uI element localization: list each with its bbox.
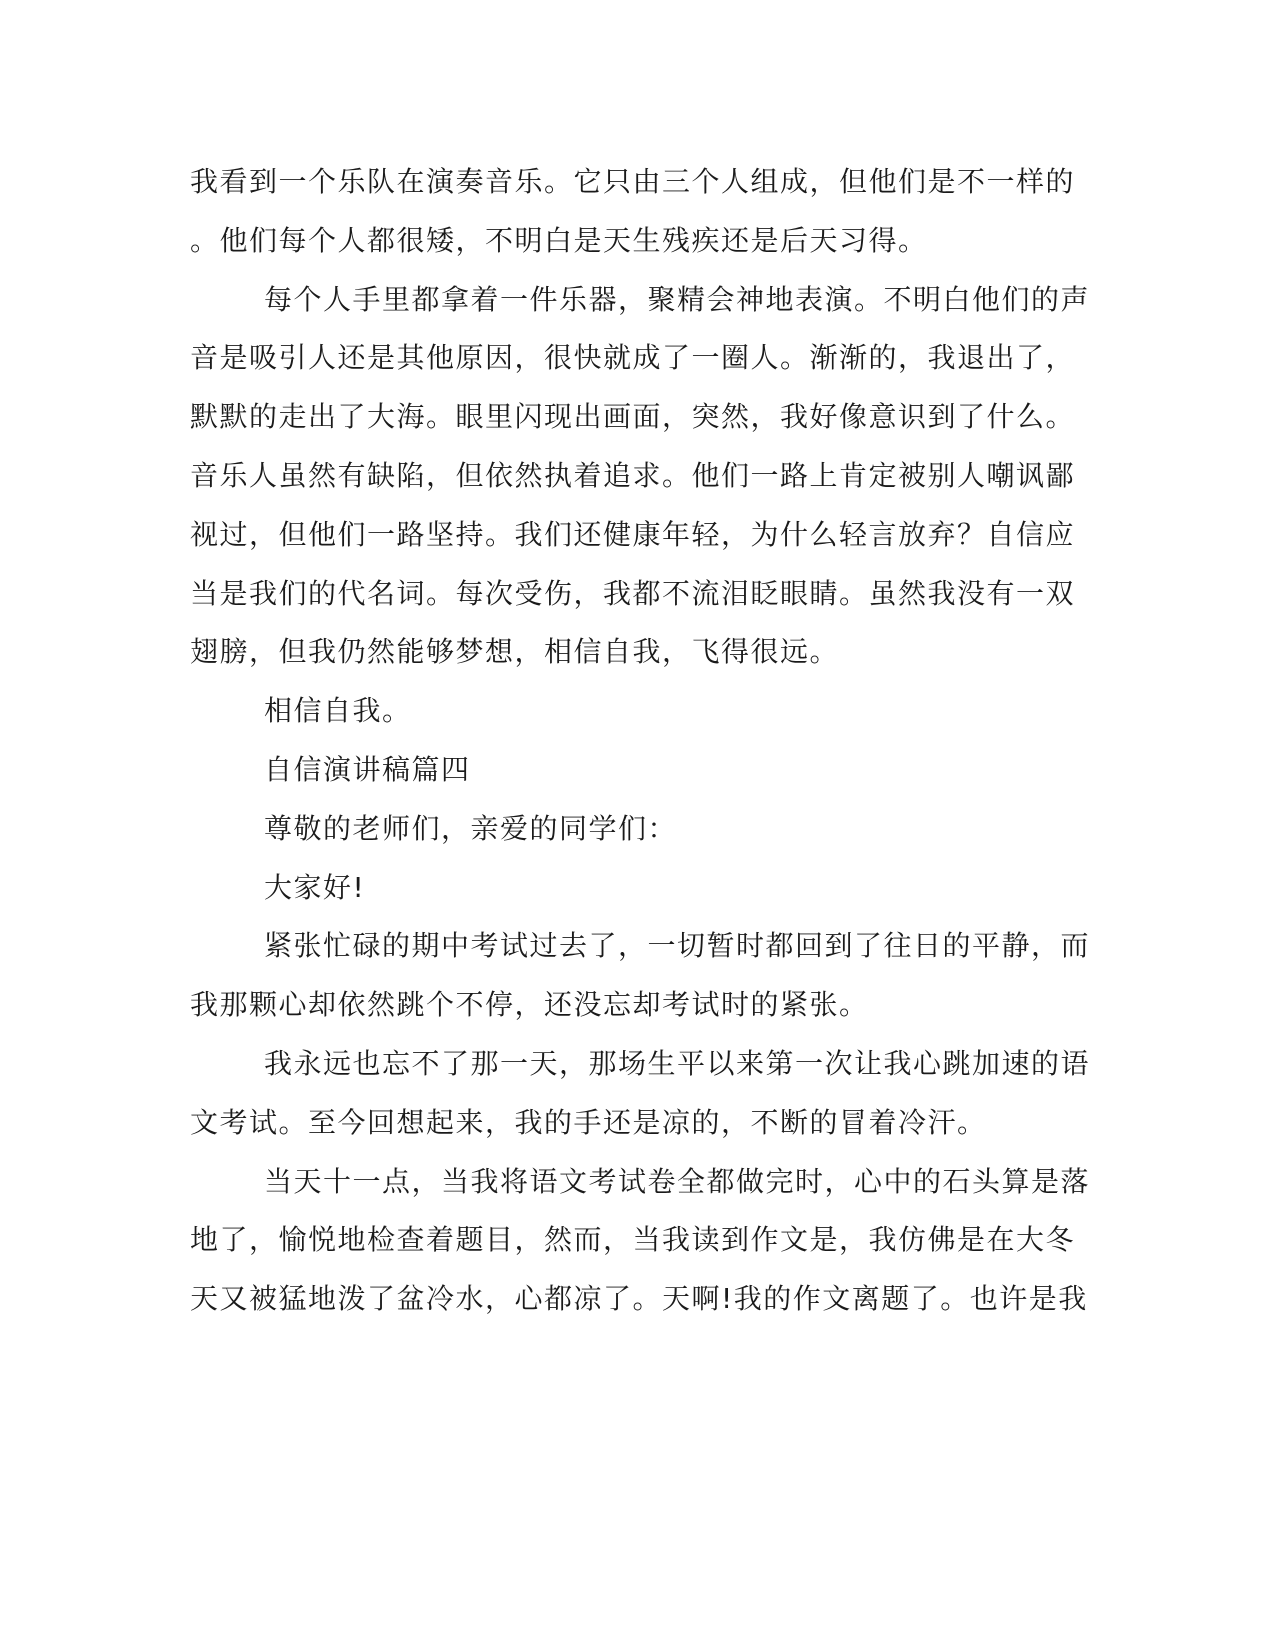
paragraph-first-line: 相信自我。 <box>264 694 412 727</box>
paragraph-first-line: 我永远也忘不了那一天，那场生平以来第一次让我心跳加速的语 <box>264 1047 1091 1080</box>
body-text-line: 文考试。至今回想起来，我的手还是凉的，不断的冒着冷汗。 <box>190 1106 987 1139</box>
body-text-line: 默默的走出了大海。眼里闪现出画面，突然，我好像意识到了什么。 <box>190 400 1076 433</box>
body-text-line: 翅膀，但我仍然能够梦想，相信自我，飞得很远。 <box>190 635 840 668</box>
body-text-line: 当是我们的代名词。每次受伤，我都不流泪眨眼睛。虽然我没有一双 <box>190 577 1076 610</box>
paragraph-first-line: 每个人手里都拿着一件乐器，聚精会神地表演。不明白他们的声 <box>264 283 1091 316</box>
section-heading: 自信演讲稿篇四 <box>264 753 471 786</box>
body-text-line: 。他们每个人都很矮，不明白是天生残疾还是后天习得。 <box>190 224 928 257</box>
salutation: 尊敬的老师们，亲爱的同学们： <box>264 812 678 845</box>
body-text-line: 天又被猛地泼了盆冷水，心都凉了。天啊!我的作文离题了。也许是我 <box>190 1282 1088 1315</box>
body-text-line: 音乐人虽然有缺陷，但依然执着追求。他们一路上肯定被别人嘲讽鄙 <box>190 459 1076 492</box>
body-text-line: 地了，愉悦地检查着题目，然而，当我读到作文是，我仿佛是在大冬 <box>190 1223 1076 1256</box>
paragraph-first-line: 紧张忙碌的期中考试过去了，一切暂时都回到了往日的平静，而 <box>264 929 1091 962</box>
body-text-line: 音是吸引人还是其他原因，很快就成了一圈人。渐渐的，我退出了， <box>190 341 1076 374</box>
body-text-line: 我那颗心却依然跳个不停，还没忘却考试时的紧张。 <box>190 988 869 1021</box>
greeting: 大家好! <box>264 871 366 904</box>
body-text-line: 视过，但他们一路坚持。我们还健康年轻，为什么轻言放弃？自信应 <box>190 518 1076 551</box>
paragraph-first-line: 当天十一点，当我将语文考试卷全都做完时，心中的石头算是落 <box>264 1165 1091 1198</box>
body-text-line: 我看到一个乐队在演奏音乐。它只由三个人组成，但他们是不一样的 <box>190 165 1076 198</box>
